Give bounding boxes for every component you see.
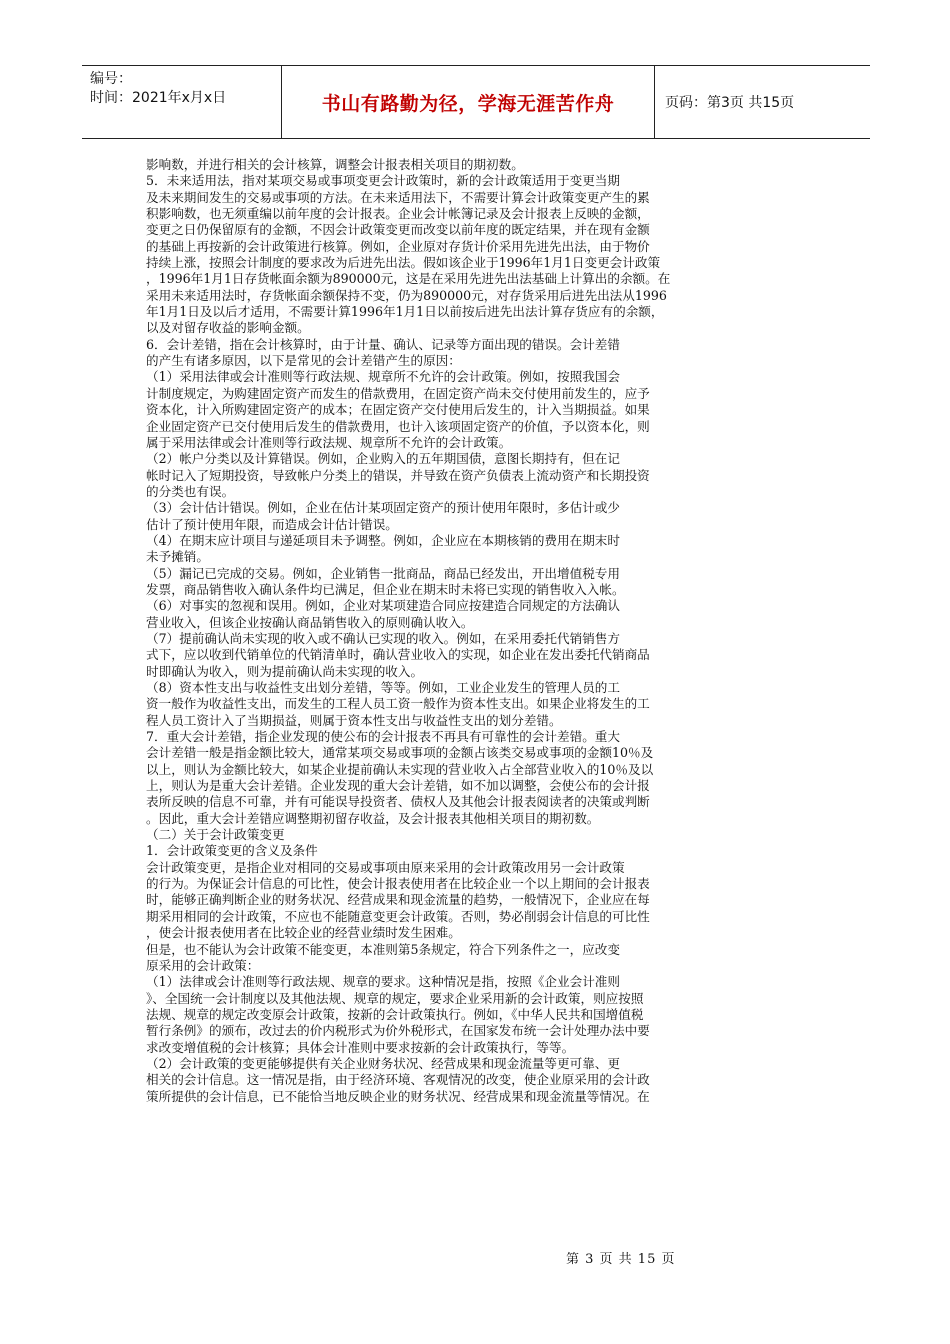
text-line: 表所反映的信息不可靠，并有可能误导投资者、债权人及其他会计报表阅读者的决策或判断 [146,794,650,810]
text-line: （1）法律或会计准则等行政法规、规章的要求。这种情况是指，按照《企业会计准则 [146,974,620,990]
text-line: （8）资本性支出与收益性支出划分差错，等等。例如，工业企业发生的管理人员的工 [146,680,620,695]
text-line: 6．会计差错，指在会计核算时，由于计量、确认、记录等方面出现的错误。会计差错 [146,336,620,352]
text-line: （3）会计估计错误。例如，企业在估计某项固定资产的预计使用年限时，多估计或少 [146,500,620,516]
text-line: 发票，商品销售收入确认条件均已满足，但企业在期末时未将已实现的销售收入入帐。 [146,581,625,597]
text-line: 企业固定资产已交付使用后发生的借款费用，也计入该项固定资产的价值，予以资本化，则 [146,418,650,434]
text-line: 暂行条例》的颁布，改过去的价内税形式为价外税形式，在国家发布统一会计处理办法中要 [146,1023,650,1039]
text-line: 的基础上再按新的会计政策进行核算。例如，企业原对存货计价采用先进先出法，由于物价 [146,238,650,254]
text-line: ，1996年1月1日存货帐面余额为890000元，这是在采用先进先出法基础上计算出的余额。在 [146,271,671,287]
text-line: 计制度规定，为购建固定资产而发生的借款费用，在固定资产尚未交付使用前发生的，应予 [146,385,650,401]
text-line: 的分类也有误。 [146,483,235,499]
page-header [82,65,870,139]
text-line: 但是，也不能认为会计政策不能变更，本准则第5条规定，符合下列条件之一，应改变 [146,941,620,957]
text-line: 采用未来适用法时，存货帐面余额保持不变，仍为890000元，对存货采用后进先出法从1996 [146,287,667,303]
text-line: （7）提前确认尚未实现的收入或不确认已实现的收入。例如，在采用委托代销销售方 [146,630,620,646]
text-line: 式下，应以收到代销单位的代销清单时，确认营业收入的实现，如企业在发出委托代销商品 [146,647,650,663]
text-line: 原采用的会计政策： [146,957,260,973]
text-line: 估计了预计使用年限，而造成会计估计错误。 [146,516,398,532]
text-line: （6）对事实的忽视和误用。例如，企业对某项建造合同应按建造合同规定的方法确认 [146,598,620,614]
text-line: 资一般作为收益性支出，而发生的工程人员工资一般作为资本性支出。如果企业将发生的工 [146,696,650,712]
text-line: 未予摊销。 [146,549,209,565]
text-line: 的行为。为保证会计信息的可比性，使会计报表使用者在比较企业一个以上期间的会计报表 [146,876,650,892]
text-line: 5．未来适用法，指对某项交易或事项变更会计政策时，新的会计政策适用于变更当期 [146,173,620,189]
document-body [146,157,786,1105]
text-line: 影响数，并进行相关的会计核算，调整会计报表相关项目的期初数。 [146,157,524,172]
text-line: （4）在期末应计项目与递延项目未予调整。例如，企业应在本期核销的费用在期末时 [146,532,620,548]
text-line: ，使会计报表使用者在比较企业的经营业绩时发生困难。 [146,925,461,941]
text-line: 持续上涨，按照会计制度的要求改为后进先出法。假如该企业于1996年1月1日变更会计政策 [146,255,661,271]
header-page-info: 页码：第3页 共15页 [665,95,795,111]
text-line: 营业收入，但该企业按确认商品销售收入的原则确认收入。 [146,614,474,630]
text-line: 相关的会计信息。这一情况是指，由于经济环境、客观情况的改变，使企业原采用的会计政 [146,1072,650,1088]
text-line: 会计政策变更，是指企业对相同的交易或事项由原来采用的会计政策改用另一会计政策 [146,859,625,875]
text-line: （2）帐户分类以及计算错误。例如，企业购入的五年期国债，意图长期持有，但在记 [146,451,620,467]
document-time-label: 时间：2021年x月x日 [90,90,227,106]
text-line: 属于采用法律或会计准则等行政法规、规章所不允许的会计政策。 [146,434,512,450]
text-line: 上，则认为是重大会计差错。企业发现的重大会计差错，如不加以调整，会使公布的会计报 [146,778,650,794]
header-motto-cell [282,66,655,138]
text-line: 法规、规章的规定改变原会计政策，按新的会计政策执行。例如，《中华人民共和国增值税 [146,1006,644,1022]
text-line: 期采用相同的会计政策，不应也不能随意变更会计政策。否则，势必削弱会计信息的可比性 [146,908,650,924]
header-motto: 书山有路勤为径，学海无涯苦作舟 [321,92,615,115]
text-line: 会计差错一般是指金额比较大，通常某项交易或事项的金额占该类交易或事项的金额10％及 [146,745,654,761]
header-meta [82,66,282,138]
text-line: 策所提供的会计信息，已不能恰当地反映企业的财务状况、经营成果和现金流量等情况。在 [146,1088,650,1104]
text-line: 时，能够正确判断企业的财务状况、经营成果和现金流量的趋势，一般情况下，企业应在每 [146,892,650,908]
text-line: （1）采用法律或会计准则等行政法规、规章所不允许的会计政策。例如，按照我国会 [146,369,620,385]
text-line: 时即确认为收入，则为提前确认尚未实现的收入。 [146,663,424,679]
page-footer: 第 3 页 共 15 页 [566,1252,676,1267]
text-line: 》、全国统一会计制度以及其他法规、规章的规定，要求企业采用新的会计政策，则应按照 [146,990,644,1006]
text-line: （5）漏记已完成的交易。例如，企业销售一批商品，商品已经发出，开出增值税专用 [146,565,620,581]
text-line: 1．会计政策变更的含义及条件 [146,843,318,859]
text-line: 帐时记入了短期投资，导致帐户分类上的错误，并导致在资产负债表上流动资产和长期投资 [146,467,650,483]
text-line: 变更之日仍保留原有的金额，不因会计政策变更而改变以前年度的既定结果，并在现有金额 [146,222,650,238]
text-line: 求改变增值税的会计核算；具体会计准则中要求按新的会计政策执行，等等。 [146,1039,575,1055]
text-line: （二）关于会计政策变更 [146,827,285,843]
text-line: 程人员工资计入了当期损益，则属于资本性支出与收益性支出的划分差错。 [146,712,562,728]
text-line: 及未来期间发生的交易或事项的方法。在未来适用法下，不需要计算会计政策变更产生的累 [146,189,650,205]
text-line: 7．重大会计差错，指企业发现的使公布的会计报表不再具有可靠性的会计差错。重大 [146,729,620,745]
text-line: 。因此，重大会计差错应调整期初留存收益，及会计报表其他相关项目的期初数。 [146,810,600,826]
text-line: 资本化，计入所购建固定资产的成本；在固定资产交付使用后发生的，计入当期损益。如果 [146,402,650,418]
document-number-label: 编号： [90,71,132,87]
text-line: 年1月1日及以后才适用，不需要计算1996年1月1日以前按后进先出法计算存货应有的余额， [146,304,664,320]
text-line: 的产生有诸多原因，以下是常见的会计差错产生的原因： [146,353,461,369]
text-line: 以及对留存收益的影响金额。 [146,320,310,336]
text-line: （2）会计政策的变更能够提供有关企业财务状况、经营成果和现金流量等更可靠、更 [146,1055,620,1071]
text-line: 积影响数，也无须重编以前年度的会计报表。企业会计帐簿记录及会计报表上反映的金额， [146,206,650,222]
text-line: 以上，则认为金额比较大，如某企业提前确认未实现的营业收入占全部营业收入的10％及以 [146,761,654,777]
